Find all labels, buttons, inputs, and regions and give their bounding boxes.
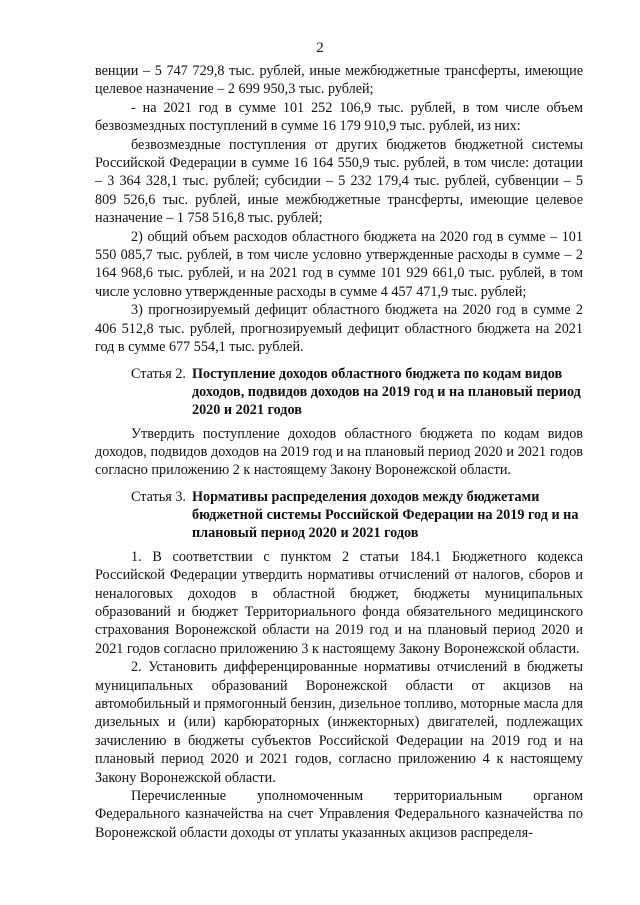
article-3-paragraph-2: 2. Установить дифференцированные нормативы отчислений в бюджеты муниципальных образований Воронежской области от акцизов на автомобильный и прямогонный бензин, дизельное топливо, моторные масла для дизельных и (или) карбюраторных (инжекторных) двигателей, подлежащих зачислению в бюджеты субъектов Российской Федерации на 2019 год и на плановый период 2020 и 2021 годов, согласно приложению 4 к настоящему Закону Воронежской области. (95, 659, 583, 786)
paragraph-deficit: 3) прогнозируемый дефицит областного бюджета на 2020 год в сумме 2 406 512,8 тыс. рублей, прогнозируемый дефицит областного бюджета на 2021 год в сумме 677 554,1 тыс. рублей. (95, 302, 583, 356)
article-3-label: Статья 3. (131, 488, 186, 505)
article-2-text: Утвердить поступление доходов областного бюджета по кодам видов доходов, подвидов доходов на 2019 год и на плановый период 2020 и 2021 годов согласно приложению 2 к настоящему Закону Воронежской области. (95, 425, 583, 479)
paragraph-transfers-2021: безвозмездные поступления от других бюджетов бюджетной системы Российской Федерации в сумме 16 164 550,9 тыс. рублей, в том числе: дотации – 3 364 328,1 тыс. рублей; субсидии – 5 232 179,4 тыс. рублей, субвенции – 5 809 526,6 тыс. рублей, иные межбюджетные трансферты, имеющие целевое назначение – 1 758 516,8 тыс. рублей; (95, 136, 583, 227)
document-body (95, 62, 583, 842)
page-number: 2 (316, 40, 324, 56)
article-3-paragraph-1: 1. В соответствии с пунктом 2 статьи 184.1 Бюджетного кодекса Российской Федерации утвердить нормативы отчислений от налогов, сборов и неналоговых доходов в областной бюджет, бюджеты муниципальных образований и бюджет Территориального фонда обязательного медицинского страхования Воронежской области на 2019 год и на плановый период 2020 и 2021 годов согласно приложению 3 к настоящему Закону Воронежской области. (95, 548, 583, 657)
article-2-heading (95, 365, 583, 419)
article-3-heading (95, 488, 583, 542)
article-2-title: Поступление доходов областного бюджета по кодам видов доходов, подвидов доходов на 2019 год и на плановый период 2020 и 2021 годов (191, 365, 581, 418)
article-3-paragraph-3: Перечисленные уполномоченным территориальным органом Федерального казначейства на счет Управления Федерального казначейства по Воронежской области доходы от уплаты указанных акцизов распределя- (95, 788, 583, 841)
article-3-title: Нормативы распределения доходов между бюджетами бюджетной системы Российской Федерации на 2019 год и на плановый период 2020 и 2021 годов (191, 488, 579, 541)
paragraph-subventions-2020: венции – 5 747 729,8 тыс. рублей, иные межбюджетные трансферты, имеющие целевое назначение – 2 699 950,3 тыс. рублей; (95, 63, 583, 98)
article-2-label: Статья 2. (131, 365, 186, 382)
paragraph-expenses: 2) общий объем расходов областного бюджета на 2020 год в сумме – 101 550 085,7 тыс. рублей, в том числе условно утвержденные расходы в сумме – 2 164 968,6 тыс. рублей, и на 2021 год в сумме 101 929 661,0 тыс. рублей, в том числе условно утвержденные расходы в сумме 4 457 471,9 тыс. рублей; (95, 228, 583, 300)
paragraph-revenue-2021: - на 2021 год в сумме 101 252 106,9 тыс. рублей, в том числе объем безвозмездных поступлений в сумме 16 179 910,9 тыс. рублей, из них: (95, 99, 583, 135)
